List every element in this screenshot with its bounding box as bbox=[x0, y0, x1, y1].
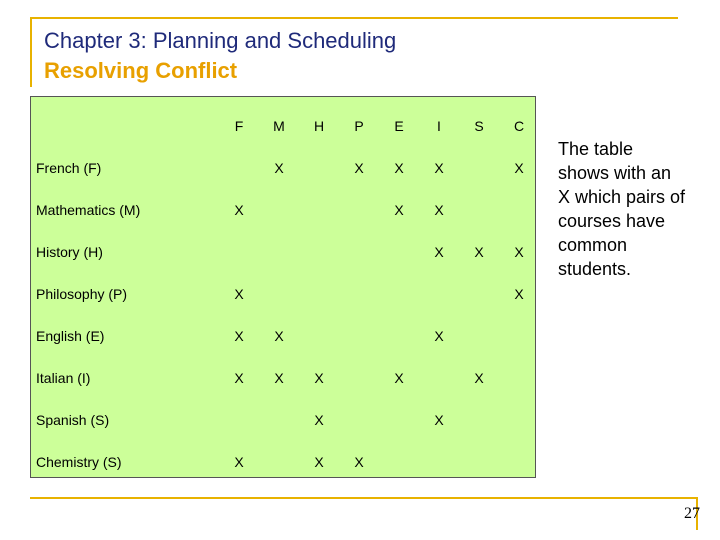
column-header: M bbox=[273, 118, 285, 134]
conflict-mark: X bbox=[234, 202, 244, 218]
table-explanation: The table shows with an X which pairs of courses have common students. bbox=[558, 139, 686, 279]
conflict-mark: X bbox=[234, 370, 244, 386]
conflict-mark: X bbox=[514, 244, 524, 260]
conflict-mark: X bbox=[394, 160, 404, 176]
conflict-mark: X bbox=[434, 202, 444, 218]
column-header: C bbox=[513, 118, 525, 134]
conflict-mark: X bbox=[234, 454, 244, 470]
conflict-mark: X bbox=[354, 160, 364, 176]
conflict-mark: X bbox=[434, 160, 444, 176]
row-label: Philosophy (P) bbox=[36, 286, 128, 302]
bottom-accent-line bbox=[30, 497, 698, 499]
conflict-mark: X bbox=[434, 328, 444, 344]
conflict-mark: X bbox=[274, 160, 284, 176]
column-header: F bbox=[234, 118, 244, 134]
column-header: I bbox=[437, 118, 441, 134]
conflict-mark: X bbox=[274, 370, 284, 386]
conflict-mark: X bbox=[314, 454, 324, 470]
conflict-mark: X bbox=[434, 412, 444, 428]
column-header: H bbox=[313, 118, 325, 134]
conflict-mark: X bbox=[354, 454, 364, 470]
slide-subtitle: Resolving Conflict bbox=[44, 58, 238, 83]
conflict-mark: X bbox=[474, 370, 484, 386]
row-label: French (F) bbox=[36, 160, 102, 176]
conflict-mark: X bbox=[474, 244, 484, 260]
conflict-mark: X bbox=[234, 328, 244, 344]
row-label: Spanish (S) bbox=[36, 412, 110, 428]
conflict-mark: X bbox=[394, 370, 404, 386]
page-number: 27 bbox=[684, 505, 700, 522]
slide-title: Chapter 3: Planning and Scheduling bbox=[44, 28, 397, 53]
top-accent-line bbox=[30, 17, 678, 19]
column-header: S bbox=[474, 118, 484, 134]
row-label: English (E) bbox=[36, 328, 105, 344]
conflict-mark: X bbox=[314, 370, 324, 386]
conflict-mark: X bbox=[514, 286, 524, 302]
conflict-mark: X bbox=[314, 412, 324, 428]
conflict-mark: X bbox=[274, 328, 284, 344]
row-label: Chemistry (S) bbox=[36, 454, 122, 470]
column-header: E bbox=[394, 118, 404, 134]
row-label: Mathematics (M) bbox=[36, 202, 141, 218]
left-accent-line bbox=[30, 17, 32, 87]
conflict-mark: X bbox=[234, 286, 244, 302]
column-header: P bbox=[354, 118, 364, 134]
row-label: Italian (I) bbox=[36, 370, 91, 386]
conflict-mark: X bbox=[394, 202, 404, 218]
conflict-mark: X bbox=[514, 160, 524, 176]
conflict-mark: X bbox=[434, 244, 444, 260]
row-label: History (H) bbox=[36, 244, 103, 260]
